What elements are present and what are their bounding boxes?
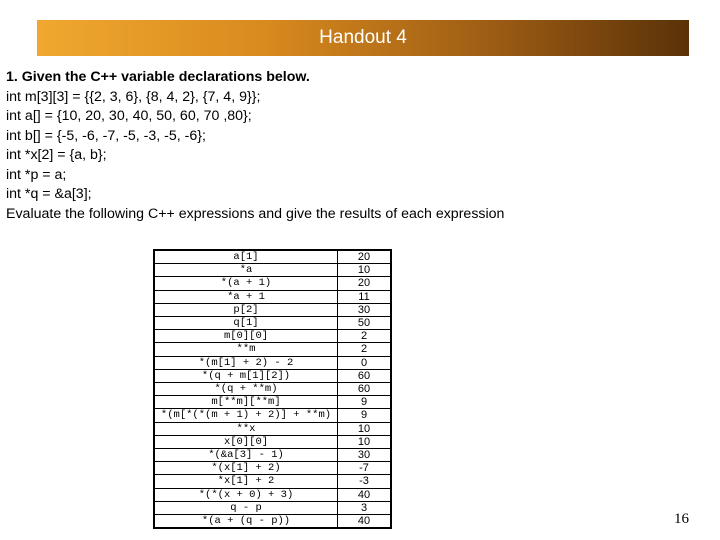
expression-cell: m[**m][**m]: [154, 396, 338, 409]
table-row: [154, 277, 391, 290]
table-row: [154, 515, 391, 529]
table-row: [154, 435, 391, 448]
table-row: [154, 396, 391, 409]
expression-cell: *(q + m[1][2]): [154, 369, 338, 382]
expression-cell: *(x[1] + 2): [154, 462, 338, 475]
result-cell: 30: [338, 303, 392, 316]
table-row: [154, 409, 391, 422]
result-cell: 2: [338, 330, 392, 343]
result-cell: 2: [338, 343, 392, 356]
expression-cell: *(&a[3] - 1): [154, 449, 338, 462]
expression-cell: *a: [154, 264, 338, 277]
declaration-line: int a[] = {10, 20, 30, 40, 50, 60, 70 ,80};: [6, 108, 252, 124]
result-cell: -7: [338, 462, 392, 475]
instruction-line: Evaluate the following C++ expressions and give the results of each expression: [6, 205, 505, 222]
title-bar: [37, 20, 689, 56]
declaration-line: int m[3][3] = {{2, 3, 6}, {8, 4, 2}, {7, 4, 9}};: [6, 88, 261, 105]
table-row: [154, 501, 391, 514]
result-cell: -3: [338, 475, 392, 488]
result-cell: 40: [338, 515, 392, 529]
table-row: [154, 303, 391, 316]
declaration-line: int *p = a;: [6, 166, 67, 183]
result-cell: 50: [338, 317, 392, 330]
expression-cell: x[0][0]: [154, 435, 338, 448]
table-row: [154, 330, 391, 343]
table-row: [154, 356, 391, 369]
declaration-line: int *x[2] = {a, b};: [6, 147, 107, 163]
result-cell: 20: [338, 277, 392, 290]
result-cell: 0: [338, 356, 392, 369]
result-cell: 20: [338, 250, 392, 264]
expression-cell: q[1]: [154, 317, 338, 330]
expression-cell: q - p: [154, 501, 338, 514]
expression-cell: *(a + 1): [154, 277, 338, 290]
expression-cell: p[2]: [154, 303, 338, 316]
result-cell: 10: [338, 264, 392, 277]
page-number: 16: [674, 511, 689, 527]
table-row: [154, 488, 391, 501]
result-cell: 60: [338, 383, 392, 396]
page-title: Handout 4: [319, 27, 407, 48]
table-row: [154, 317, 391, 330]
result-cell: 3: [338, 501, 392, 514]
result-cell: 11: [338, 290, 392, 303]
expression-cell: **x: [154, 422, 338, 435]
table-row: [154, 290, 391, 303]
table-row: [154, 462, 391, 475]
result-cell: 40: [338, 488, 392, 501]
expression-cell: *a + 1: [154, 290, 338, 303]
table-row: [154, 250, 391, 264]
result-cell: 10: [338, 435, 392, 448]
expression-cell: *(*(x + 0) + 3): [154, 488, 338, 501]
expression-cell: m[0][0]: [154, 330, 338, 343]
result-cell: 9: [338, 396, 392, 409]
result-cell: 9: [338, 409, 392, 422]
expression-cell: *(a + (q - p)): [154, 515, 338, 529]
expression-cell: *x[1] + 2: [154, 475, 338, 488]
table-row: [154, 475, 391, 488]
result-cell: 60: [338, 369, 392, 382]
expression-cell: *(m[1] + 2) - 2: [154, 356, 338, 369]
declaration-line: int *q = &a[3];: [6, 186, 92, 202]
expression-cell: a[1]: [154, 250, 338, 264]
table-row: [154, 343, 391, 356]
declaration-line: int b[] = {-5, -6, -7, -5, -3, -5, -6};: [6, 127, 206, 144]
table-row: [154, 369, 391, 382]
expression-cell: *(m[*(*(m + 1) + 2)] + **m): [154, 409, 338, 422]
table-row: [154, 383, 391, 396]
result-cell: 10: [338, 422, 392, 435]
table-row: [154, 264, 391, 277]
expression-table: [153, 249, 392, 529]
question-block: [6, 68, 706, 224]
table-row: [154, 449, 391, 462]
table-row: [154, 422, 391, 435]
expression-cell: **m: [154, 343, 338, 356]
result-cell: 30: [338, 449, 392, 462]
expression-cell: *(q + **m): [154, 383, 338, 396]
question-heading: 1. Given the C++ variable declarations below.: [6, 69, 310, 85]
